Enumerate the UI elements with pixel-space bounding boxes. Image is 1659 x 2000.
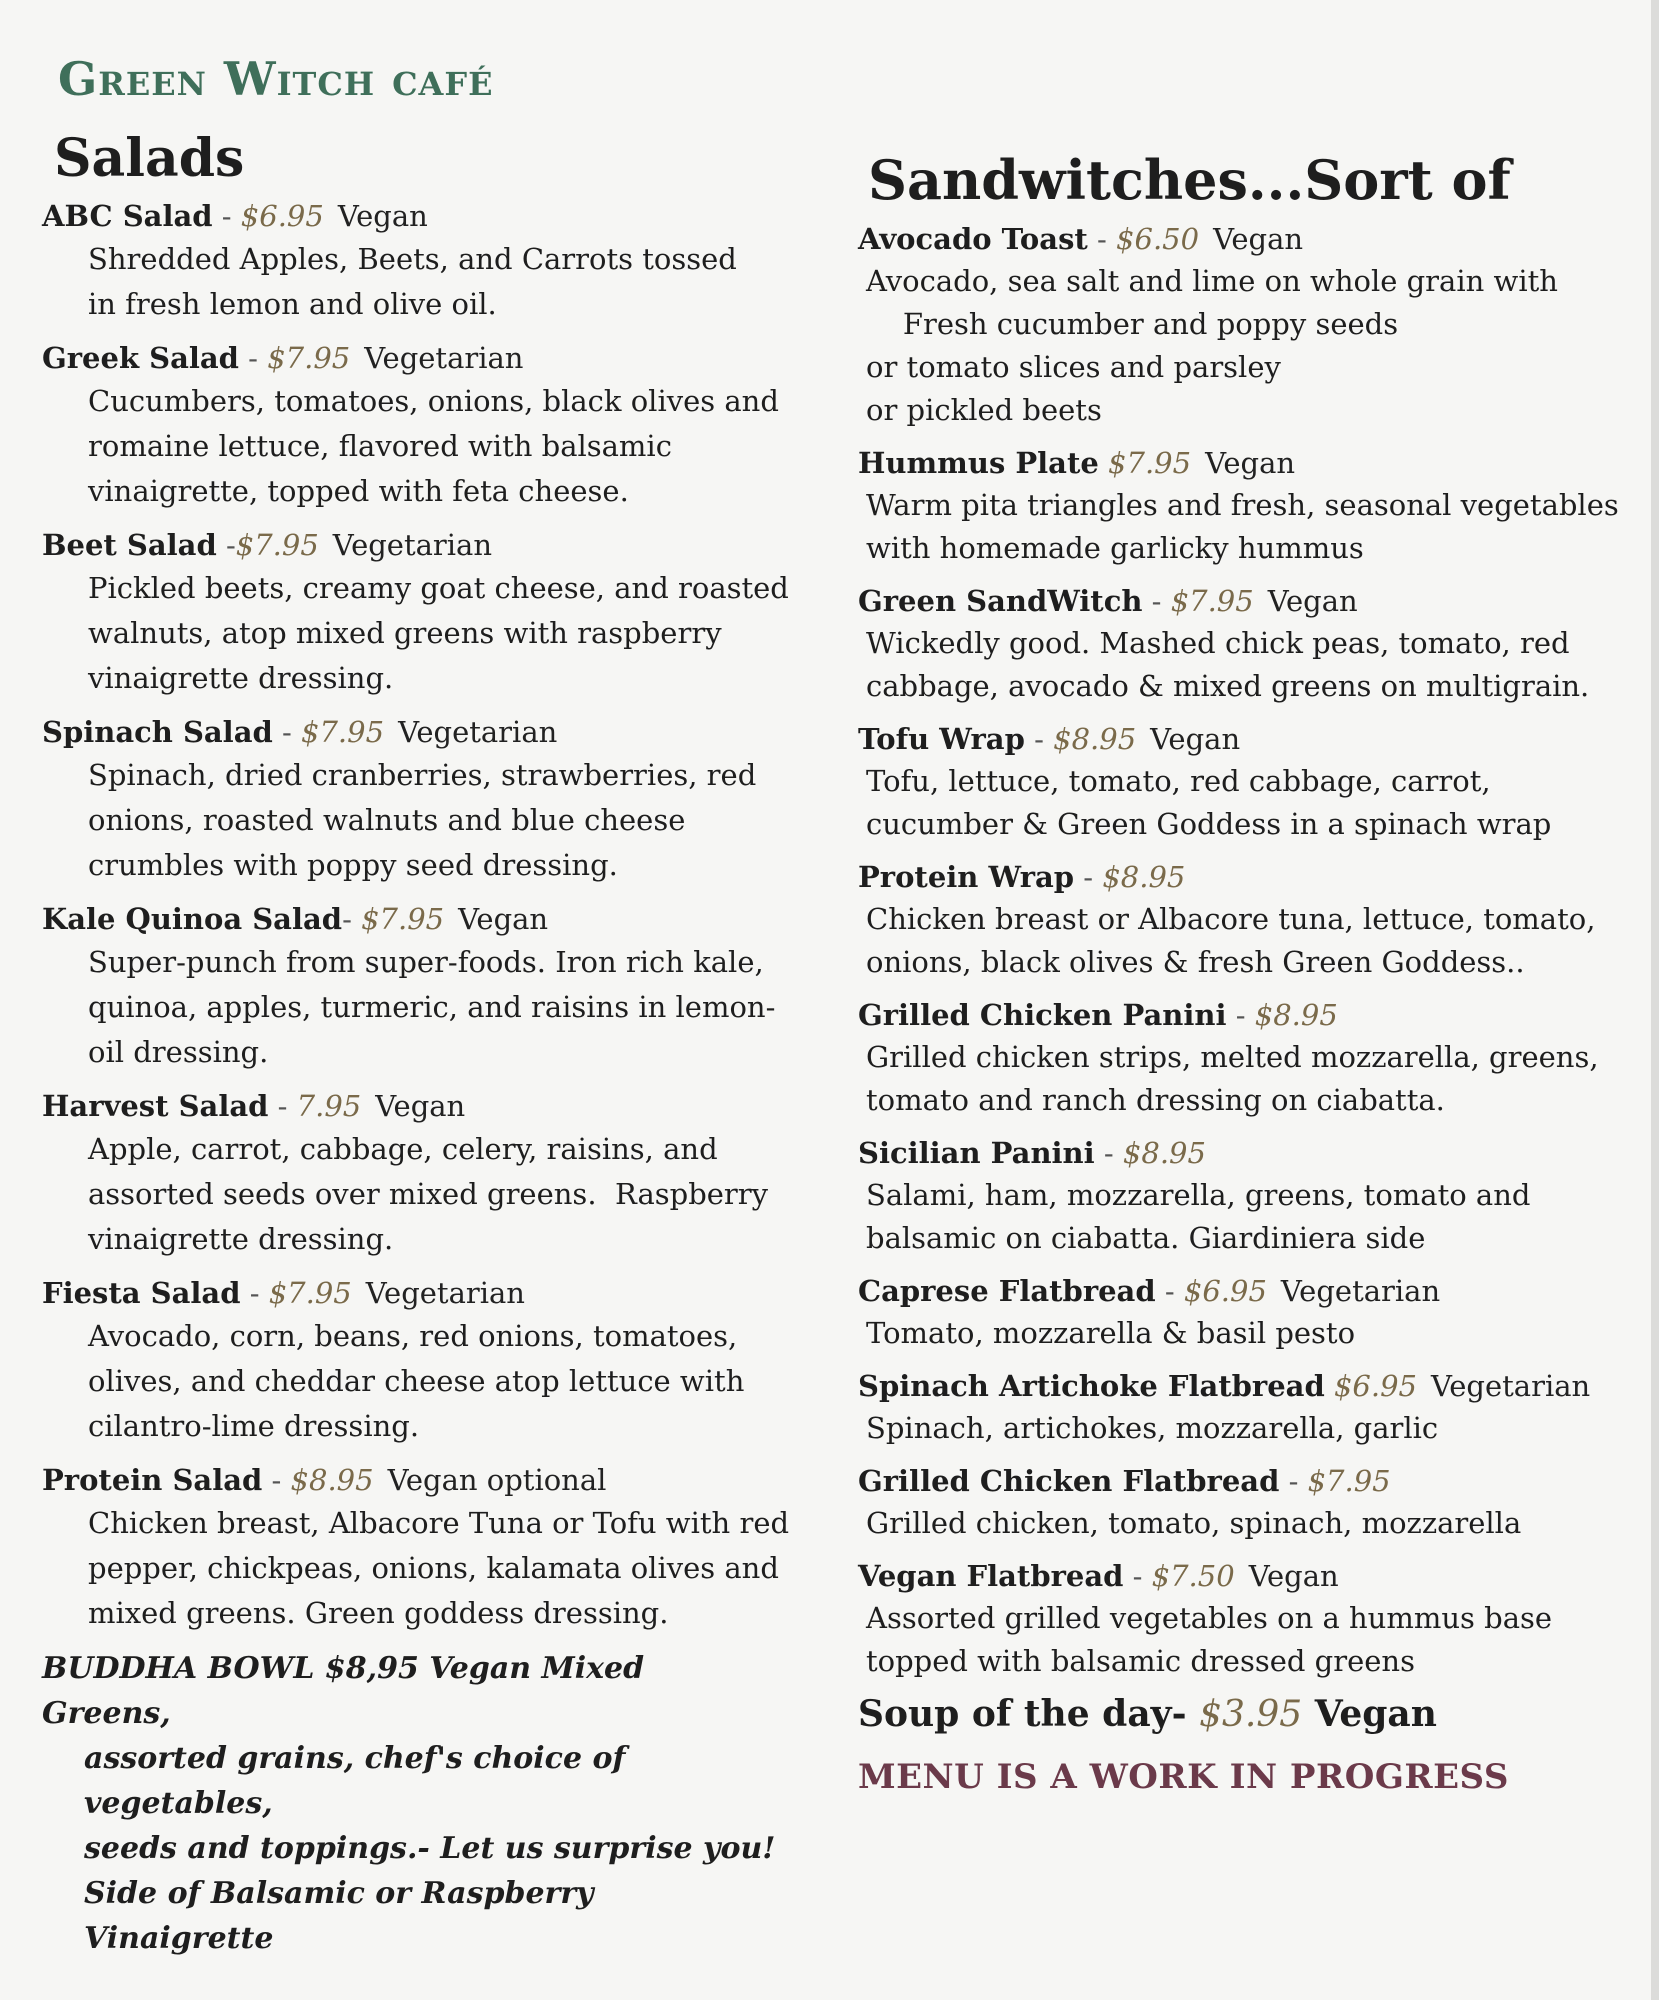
work-in-progress-notice: MENU IS A WORK IN PROGRESS [858,1757,1509,1797]
menu-item-price: $7.95 [1108,446,1192,480]
menu-item-price: $7.95 [1307,1464,1391,1498]
menu-item [858,1270,1618,1355]
menu-item-diet: Vegan [1267,584,1358,618]
menu-item-separator: - [212,199,241,233]
menu-item-price: $7.95 [268,1276,352,1310]
menu-item-description-line: Spinach, dried cranberries, strawberries, red [88,758,757,792]
menu-item-description-line: Shredded Apples, Beets, and Carrots tossed [88,242,737,276]
page-edge-shadow [1651,0,1659,2000]
menu-item-header [858,218,1618,260]
menu-item-header [42,711,782,753]
menu-item [858,580,1618,708]
menu-item-header [42,195,782,237]
menu-item [42,898,782,1075]
menu-item-separator: - [238,341,268,375]
menu-item-description-line: or pickled beets [866,393,1102,427]
menu-item [42,1459,790,1636]
menu-item-header [858,1132,1618,1174]
menu-item [42,337,782,514]
menu-item-description-line: quinoa, apples, turmeric, and raisins in lemon- [88,990,776,1024]
menu-item-price: $7.95 [1170,584,1254,618]
menu-item-separator: - [1142,584,1171,618]
menu-item [42,195,782,327]
menu-item-description-line: vinaigrette dressing. [88,1222,394,1256]
menu-item-description-line: Pickled beets, creamy goat cheese, and roasted [88,571,789,605]
menu-item-name: Caprese Flatbread [858,1274,1156,1308]
menu-item-description-line: Grilled chicken strips, melted mozzarella, greens, [866,1040,1599,1074]
menu-item [42,1085,782,1262]
menu-item-header [858,856,1618,898]
menu-item-price: $7.95 [267,341,351,375]
menu-item-price: $6.50 [1116,222,1200,256]
menu-item-diet: Vegetarian [1280,1274,1441,1308]
menu-item-description-line: onions, roasted walnuts and blue cheese [88,803,686,837]
menu-item-header [42,898,782,940]
menu-item-price: $6.95 [240,199,324,233]
menu-item-description-line: Warm pita triangles and fresh, seasonal vegetables [866,488,1619,522]
menu-item-separator: - [1279,1464,1308,1498]
menu-item-diet: Vegetarian [332,528,493,562]
menu-item-diet: Vegetarian [398,715,558,749]
menu-item-name: Vegan Flatbread [858,1559,1124,1593]
menu-item-description-line: crumbles with poppy seed dressing. [88,848,618,882]
menu-item-description-line: olives, and cheddar cheese atop lettuce with [88,1364,745,1398]
menu-item-header [42,524,782,566]
menu-item-diet: Vegetarian [1430,1369,1591,1403]
menu-item-separator: - [216,528,236,562]
menu-item-description-line: Tomato, mozzarella & basil pesto [866,1316,1356,1350]
menu-item-price: $8.95 [290,1463,374,1497]
menu-item [42,524,789,701]
menu-item-diet: Vegan [1150,722,1241,756]
menu-item-header [858,1460,1618,1502]
buddha-line: BUDDHA BOWL $8,95 Vegan Mixed Greens, [42,1651,645,1731]
menu-item-description-line: Tofu, lettuce, tomato, red cabbage, carrot, [866,764,1491,798]
menu-item [858,442,1618,570]
sandwitches-column [858,148,1618,1797]
menu-item-price: $8.95 [1053,722,1137,756]
salads-heading: Salads [54,128,245,189]
menu-item-name: Kale Quinoa Salad [42,902,343,936]
menu-item-header [42,337,782,379]
menu-item-description-line: Fresh cucumber and poppy seeds [866,307,1399,341]
menu-item [42,711,782,888]
menu-item-price: 7.95 [296,1089,362,1123]
menu-item-description-line: Super-punch from super-foods. Iron rich kale, [88,945,764,979]
salads-column [42,128,790,1961]
menu-item-separator: - [1123,1559,1152,1593]
menu-item-separator: - [1155,1274,1184,1308]
menu-item-header [42,1459,782,1501]
menu-item-name: Harvest Salad [42,1089,269,1123]
menu-item-description-line: mixed greens. Green goddess dressing. [88,1596,669,1630]
menu-item [858,1460,1618,1545]
menu-item-diet: Vegan [1248,1559,1339,1593]
menu-item-diet: Vegetarian [365,1276,525,1310]
menu-item-diet: Vegan [1205,446,1296,480]
menu-item [858,856,1618,984]
buddha-line: assorted grains, chef's choice of vegetables, [84,1741,626,1821]
menu-item-price: $7.95 [361,902,445,936]
menu-item-description-line: tomato and ranch dressing on ciabatta. [866,1083,1445,1117]
menu-item-name: Avocado Toast [858,222,1088,256]
menu-item-diet: Vegan [337,199,428,233]
menu-item-price: $6.95 [1183,1274,1267,1308]
menu-item-name: Greek Salad [42,341,239,375]
menu-item-name: Green SandWitch [858,584,1143,618]
menu-item-description-line: with homemade garlicky hummus [866,531,1364,565]
soup-diet: Vegan [1314,1693,1437,1735]
soup-of-the-day [858,1693,1618,1735]
menu-item-description-line: Spinach, artichokes, mozzarella, garlic [866,1411,1439,1445]
menu-item-description-line: walnuts, atop mixed greens with raspberry [88,616,722,650]
menu-item-description-line: in fresh lemon and olive oil. [88,287,497,321]
menu-item-separator [1325,1369,1334,1403]
menu-item-header [42,1272,782,1314]
menu-item-price: $8.95 [1102,860,1186,894]
buddha-line: seeds and toppings.- Let us surprise you! [84,1831,776,1866]
menu-item-description-line: Chicken breast or Albacore tuna, lettuce, tomato, [866,902,1596,936]
menu-item-description-line: assorted seeds over mixed greens. Raspberry [88,1177,769,1211]
menu-item [858,1132,1618,1260]
menu-item-header [858,1270,1618,1312]
menu-item [858,218,1618,432]
menu-item-separator: - [1226,998,1255,1032]
menu-item-separator [1099,446,1108,480]
menu-item-separator: - [1094,1136,1123,1170]
menu-item-description-line: Cucumbers, tomatoes, onions, black olives and [88,384,779,418]
menu-item-price: $7.95 [235,528,319,562]
menu-item-description-line: Avocado, corn, beans, red onions, tomatoes, [88,1319,738,1353]
salad-list [42,195,790,1636]
menu-item-header [858,994,1618,1036]
menu-item-diet: Vegan [375,1089,466,1123]
soup-name: Soup of the day- [858,1693,1187,1735]
menu-item-description-line: Wickedly good. Mashed chick peas, tomato, red [866,626,1570,660]
menu-item-price: $8.95 [1254,998,1338,1032]
menu-item-description-line: vinaigrette, topped with feta cheese. [88,474,629,508]
menu-item-name: Protein Salad [42,1463,263,1497]
menu-item-description-line: cabbage, avocado & mixed greens on multigrain. [866,669,1590,703]
menu-item [858,1365,1618,1450]
menu-item-diet: Vegan [1213,222,1304,256]
menu-item [858,718,1618,846]
menu-item-price: $7.50 [1151,1559,1235,1593]
menu-item-description-line: Chicken breast, Albacore Tuna or Tofu with red [88,1506,790,1540]
menu-item-name: ABC Salad [42,199,213,233]
menu-item-description-line: cucumber & Green Goddess in a spinach wrap [866,807,1552,841]
menu-item-description-line: Avocado, sea salt and lime on whole grain with [866,264,1558,298]
menu-item-diet: Vegan optional [387,1463,607,1497]
menu-item-name: Fiesta Salad [42,1276,241,1310]
menu-item-name: Tofu Wrap [858,722,1025,756]
menu-item-description-line: onions, black olives & fresh Green Goddess.. [866,945,1525,979]
buddha-bowl-item [42,1646,782,1961]
menu-item-header [858,580,1618,622]
menu-item-header [42,1085,782,1127]
menu-item-diet: Vegan [458,902,549,936]
menu-item-description-line: cilantro-lime dressing. [88,1409,420,1443]
menu-item-separator: - [262,1463,291,1497]
menu-item-header [858,718,1618,760]
menu-item-header [858,1555,1618,1597]
menu-item-description-line: romaine lettuce, flavored with balsamic [88,429,672,463]
menu-item-name: Grilled Chicken Panini [858,998,1227,1032]
menu-item-description-line: Salami, ham, mozzarella, greens, tomato and [866,1178,1531,1212]
menu-item-description-line: topped with balsamic dressed greens [866,1644,1415,1678]
cafe-brand-title: Green Witch café [58,52,494,106]
menu-item-price: $6.95 [1333,1369,1417,1403]
menu-item-name: Spinach Artichoke Flatbread [858,1369,1325,1403]
menu-item-separator: - [272,715,302,749]
menu-item-separator: - [1024,722,1054,756]
menu-item-separator: - [240,1276,269,1310]
menu-item-separator: - [268,1089,297,1123]
buddha-line: Side of Balsamic or Raspberry Vinaigrette [84,1876,594,1956]
menu-item-name: Grilled Chicken Flatbread [858,1464,1280,1498]
menu-item-description-line: pepper, chickpeas, onions, kalamata olives and [88,1551,779,1585]
menu-item-header [858,1365,1618,1407]
menu-item-name: Beet Salad [42,528,217,562]
menu-item-description-line: oil dressing. [88,1035,269,1069]
soup-price: $3.95 [1199,1694,1303,1735]
menu-item-name: Spinach Salad [42,715,273,749]
menu-item-separator: - [342,902,362,936]
menu-item-description-line: Apple, carrot, cabbage, celery, raisins, and [88,1132,718,1166]
menu-item-name: Hummus Plate [858,446,1099,480]
menu-item-name: Protein Wrap [858,860,1075,894]
menu-item [858,994,1618,1122]
menu-item-description-line: Grilled chicken, tomato, spinach, mozzarella [866,1506,1522,1540]
sandwitches-heading: Sandwitches...Sort of [868,148,1511,212]
menu-item [42,1272,782,1449]
menu-item-description-line: or tomato slices and parsley [866,350,1281,384]
menu-item-price: $8.95 [1122,1136,1206,1170]
menu-item-separator: - [1087,222,1117,256]
menu-item-diet: Vegetarian [364,341,524,375]
menu-item-description-line: balsamic on ciabatta. Giardiniera side [866,1221,1426,1255]
menu-item-name: Sicilian Panini [858,1136,1095,1170]
sandwich-list [858,218,1618,1683]
menu-item-separator: - [1074,860,1103,894]
menu-item-header [858,442,1618,484]
menu-item-price: $7.95 [301,715,385,749]
menu-item [858,1555,1618,1683]
menu-item-description-line: Assorted grilled vegetables on a hummus base [866,1601,1553,1635]
menu-item-description-line: vinaigrette dressing. [88,661,394,695]
